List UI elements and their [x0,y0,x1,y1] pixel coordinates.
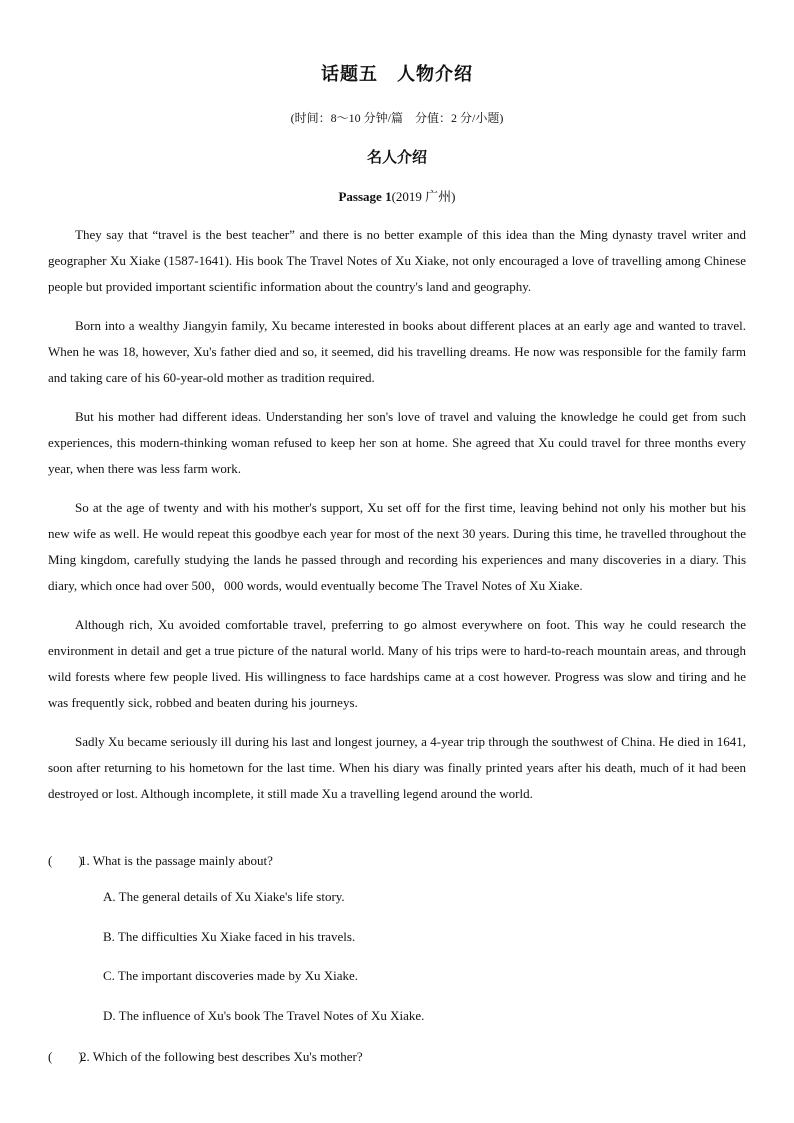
page-title: 话题五 人物介绍 [321,64,473,85]
paragraph-3: But his mother had different ideas. Understanding her son's love of travel and valuing the knowledge he could get from such experiences, this modern-thinking woman refused to keep her son at home. She agreed that Xu could travel for three months every year, when there was less farm work. [48,409,746,476]
paragraph-6: Sadly Xu became seriously ill during his last and longest journey, a 4-year trip through the southwest of China. He died in 1641, soon after returning to his hometown for the last time. When his diary was finally printed years after his death, much of it had been destroyed or lost. Although incomplete, it still made Xu a travelling legend around the world. [48,734,746,801]
passage-label: Passage 1 [338,189,392,204]
passage-heading [0,186,794,205]
question-1-text: 1. What is the passage mainly about? [80,853,273,868]
paragraph-4: So at the age of twenty and with his mother's support, Xu set off for the first time, leaving behind not only his mother but his new wife as well. He would repeat this goodbye each year for most of the next 30 years. During this time, he travelled throughout the Ming kingdom, carefully studying the lands he passed through and recording his experiences and many discoveries in a diary. This diary, which once had over 500，000 words, would eventually become The Travel Notes of Xu Xiake. [48,500,746,593]
section-subtitle: 名人介绍 [366,148,427,166]
time-score-info: (时间：8～10 分钟/篇 分值：2 分/小题) [290,111,504,125]
question-2-text: 2. Which of the following best describes Xu's mother? [80,1049,363,1064]
question-1-option-a: A. The general details of Xu Xiake's life story. [103,889,345,904]
question-1-option-d: D. The influence of Xu's book The Travel Notes of Xu Xiake. [103,1008,425,1023]
passage-body [48,222,746,820]
question-2 [48,1046,363,1065]
paragraph-1: They say that “travel is the best teacher” and there is no better example of this idea than the Ming dynasty travel writer and geographer Xu Xiake (1587-1641). His book The Travel Notes of Xu Xiake, not only encouraged a love of travelling among Chinese people but provided important scientific information about the country's land and geography. [48,227,746,294]
question-1-option-b: B. The difficulties Xu Xiake faced in his travels. [103,929,356,944]
answer-blank-2[interactable]: ( ) [48,1049,83,1064]
question-1-option-c: C. The important discoveries made by Xu Xiake. [103,968,359,983]
paragraph-5: Although rich, Xu avoided comfortable travel, preferring to go almost everywhere on foot. This way he could research the environment in detail and get a true picture of the natural world. Many of his trips were to hard-to-reach mountain areas, and through wild forests where few people lived. His willingness to face hardships came at a cost however. Progress was slow and tiring and he was frequently sick, robbed and beaten during his journeys. [48,617,746,710]
answer-blank-1[interactable]: ( ) [48,853,83,868]
paragraph-2: Born into a wealthy Jiangyin family, Xu became interested in books about different places at an early age and wanted to travel. When he was 18, however, Xu's father died and so, it seemed, did his travelling dreams. He now was responsible for the family farm and taking care of his 60-year-old mother as tradition required. [48,318,746,385]
question-1 [48,850,273,869]
passage-source: (2019 广州) [391,189,456,204]
